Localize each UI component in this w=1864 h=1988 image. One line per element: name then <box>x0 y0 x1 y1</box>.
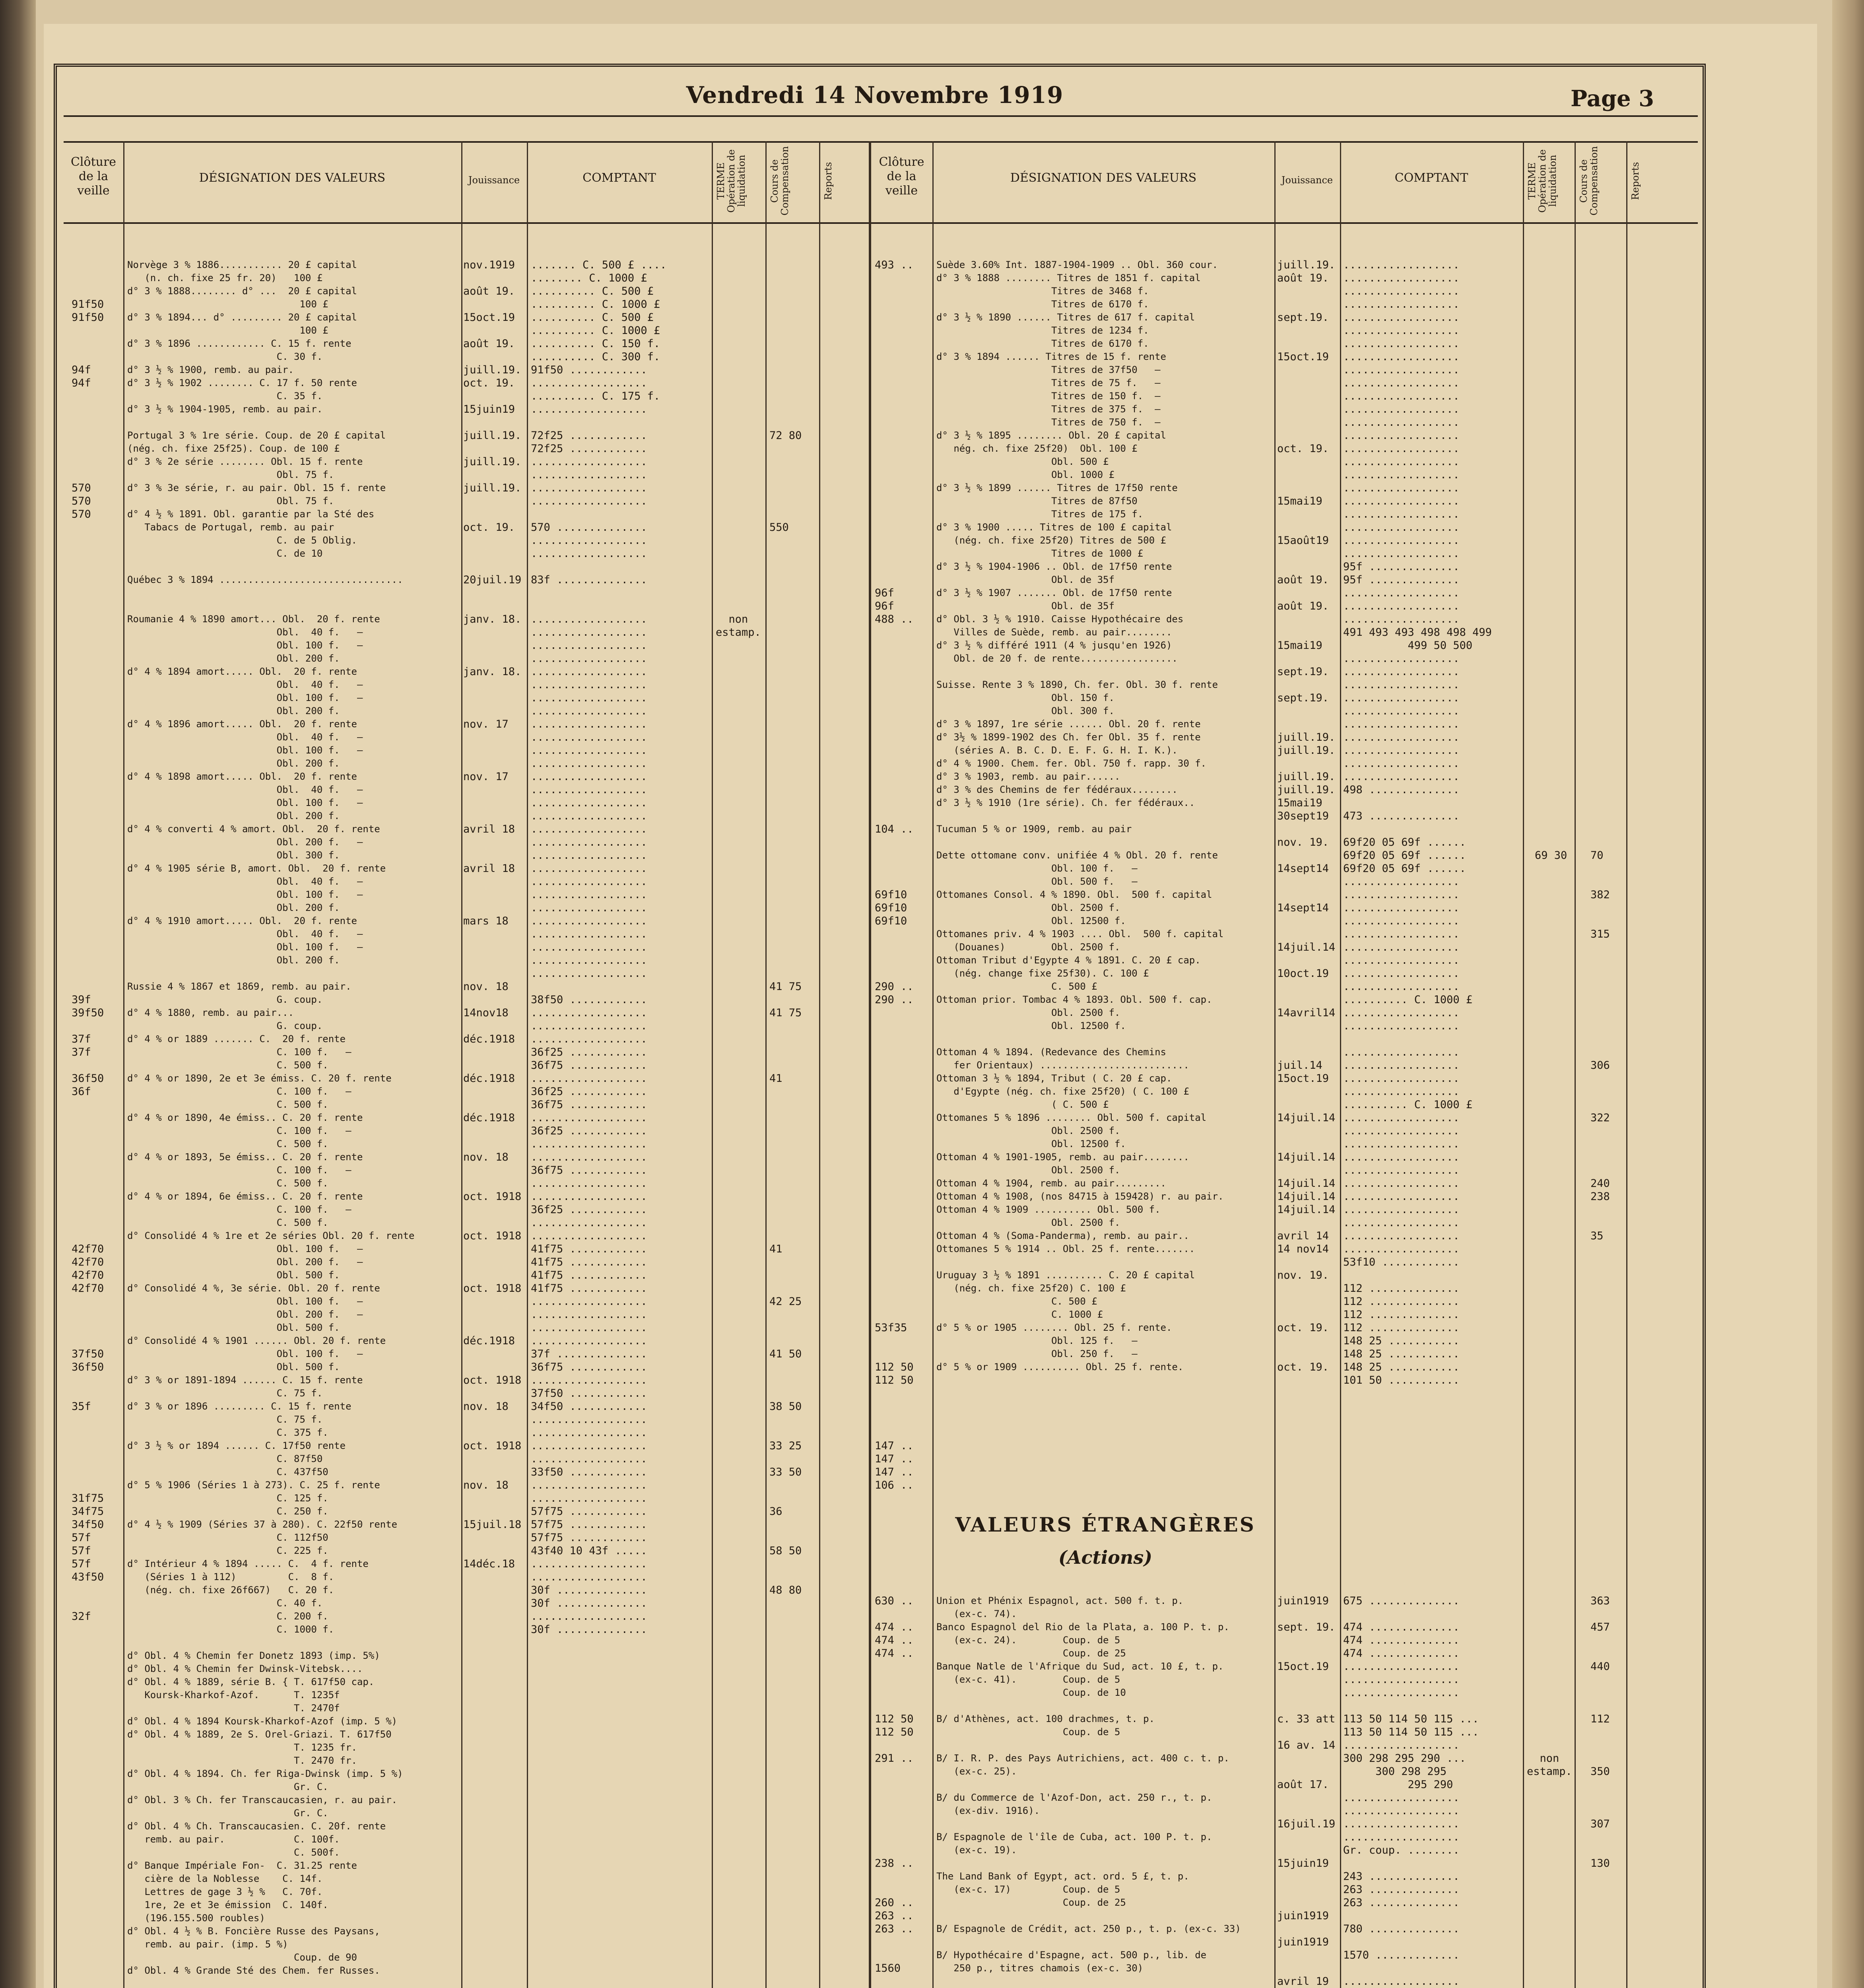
header-comptant-right: COMPTANT <box>1394 171 1468 185</box>
header-terme-left: TERME Opération de liquidation <box>715 149 747 213</box>
left-comptant-column: ....... C. 500 £ .... ........ C. 1000 £ .......... C. 500 £ .......... C. 1000 £ .......... C. 500 £ .......... C. 1000 £ .......... C. 150 f. .......... C. 300 f. 91f50 ............ .................. .......... C. 175 f. .................. 72f25 ............ 72f25 ............ .................. .................. .................. .................. 570 .............. .................. .................. 83f .............. .................. .................. .................. .................. .................. .................. .................. .................. .................. .................. .................. .................. .................. .................. .................. .................. .................. .................. .................. .................. .................. .................. .................. .................. .................. .................. .................. .................. 38f50 ............ .................. .................. .................. 36f25 ............ 36f75 ............ .................. 36f25 ............ 36f75 ............ .................. 36f25 ............ .................. .................. 36f75 ............ .................. .................. 36f25 ............ .................. .................. 41f75 ............ 41f75 ............ 41f75 ............ 41f75 ............ .................. .................. .................. .................. 37f .............. 36f75 ............ .................. 37f50 ............ 34f50 ............ .................. .................. .................. .................. 33f50 ............ .................. .................. 57f75 ............ 57f75 ............ 57f75 ............ 43f40 10 43f ..... .................. .................. 30f .............. 30f .............. .................. 30f .............. <box>531 259 667 1636</box>
actions-terme-column: non estamp. <box>1527 1752 1572 1778</box>
header-designation-left: DÉSIGNATION DES VALEURS <box>199 171 386 185</box>
column-divider <box>765 141 767 1988</box>
header-cloture-right: Clôture de la veille <box>879 155 924 198</box>
column-divider <box>461 141 462 1988</box>
column-divider <box>527 141 528 1988</box>
header-reports-left: Reports <box>823 162 834 200</box>
column-divider <box>123 141 124 1988</box>
section-subtitle: (Actions) <box>1058 1547 1152 1568</box>
actions-designation-column: Union et Phénix Espagnol, act. 500 f. t. p. (ex-c. 74). Banco Espagnol del Rio de la Plata, a. 100 P. t. p. (ex-c. 24). Coup. de 5 Coup. de 25 Banque Natle de l'Afrique du Sud, act. 10 £, t. p. (ex-c. 41). Coup. de 5 Coup. de 10 B/ d'Athènes, act. 100 drachmes, t. p. Coup. de 5 B/ I. R. P. des Pays Autrichiens, act. 400 c. t. p. (ex-c. 25). B/ du Commerce de l'Azof-Don, act. 250 r., t. p. (ex-div. 1916). B/ Espagnole de l'île de Cuba, act. 100 P. t. p. (ex-c. 19). The Land Bank of Egypt, act. ord. 5 £, t. p. (ex-c. 17) Coup. de 5 Coup. de 25 B/ Espagnole de Crédit, act. 250 p., t. p. (ex-c. 33) B/ Hypothécaire d'Espagne, act. 500 p., lib. de 250 p., titres chamois (ex-c. 30) <box>936 1595 1241 1974</box>
header-terme-right: TERME Opération de liquidation <box>1526 149 1558 213</box>
column-divider <box>1626 141 1627 1988</box>
right-terme-column: 69 30 <box>1535 849 1567 862</box>
column-divider <box>932 141 934 1988</box>
header-rule <box>64 115 1698 117</box>
section-title: VALEURS ÉTRANGÈRES <box>955 1513 1256 1536</box>
header-compensation-right: Cours de Compensation <box>1578 146 1600 216</box>
column-divider <box>869 141 871 1988</box>
header-comptant-left: COMPTANT <box>582 171 656 185</box>
actions-cloture-column: 630 .. 474 .. 474 .. 474 .. 112 50 112 50 291 .. 238 .. 260 .. 263 .. 263 .. 1560 <box>875 1595 914 1974</box>
book-binding <box>0 0 36 1988</box>
right-cloture-column: 493 .. 96f 96f 488 .. 104 .. 69f10 69f10 69f10 290 .. 290 .. 53f35 112 50 112 50 147 .. 147 .. 147 .. 106 .. <box>875 259 914 1491</box>
column-divider <box>819 141 820 1988</box>
actions-reports-column: 363 457 440 112 350 307 130 <box>1590 1595 1610 1870</box>
page-number: Page 3 <box>1571 85 1654 112</box>
right-comptant-column: .................. .................. .................. .................. .................. .................. .................. .................. .................. .................. .................. .................. .................. .................. .................. .................. .................. .................. .................. .................. .................. .................. .................. 95f .............. 95f .............. .................. .................. .................. 491 493 493 498 498 499 499 50 500 .................. .................. .................. .................. .................. .................. .................. .................. .................. .................. 498 .............. 473 .............. 69f20 05 69f ...... 69f20 05 69f ...... 69f20 05 69f ...... .................. .................. .................. .................. .................. .................. .................. .................. .................. .......... C. 1000 £ .................. .................. .................. .................. .................. .................. .......... C. 1000 £ .................. .................. .................. .................. .................. .................. .................. .................. .................. .................. .................. 53f10 ............ 112 .............. 112 .............. 112 .............. 112 .............. 148 25 ........... 148 25 ........... 148 25 ........... 101 50 ........... <box>1343 259 1492 1386</box>
left-compensation-column: 72 80 550 41 75 41 75 41 41 42 25 41 50 38 50 33 25 33 50 36 58 50 48 80 <box>769 429 802 1596</box>
header-reports-right: Reports <box>1630 162 1641 200</box>
page-title: Vendredi 14 Novembre 1919 <box>686 82 1064 109</box>
right-reports-column: 70 382 315 306 322 240 238 35 <box>1590 849 1610 1242</box>
left-designation-column: Norvège 3 % 1886........... 20 £ capital (n. ch. fixe 25 fr. 20) 100 £ d° 3 % 1888........ d° ... 20 £ capital 100 £ d° 3 % 1894... d° ......... 20 £ capital 100 £ d° 3 % 1896 ............ C. 15 f. rente C. 30 f. d° 3 ½ % 1900, remb. au pair. d° 3 ½ % 1902 ........ C. 17 f. 50 rente C. 35 f. d° 3 ½ % 1904-1905, remb. au pair. Portugal 3 % 1re série. Coup. de 20 £ capital (nég. ch. fixe 25f25). Coup. de 100 £ d° 3 % 2e série ........ Obl. 15 f. rente Obl. 75 f. d° 3 % 3e série, r. au pair. Obl. 15 f. rente Obl. 75 f. d° 4 ½ % 1891. Obl. garantie par la Sté des Tabacs de Portugal, remb. au pair C. de 5 Oblig. C. de 10 Québec 3 % 1894 ................................ Roumanie 4 % 1890 amort... Obl. 20 f. rente Obl. 40 f. — Obl. 100 f. — Obl. 200 f. d° 4 % 1894 amort..... Obl. 20 f. rente Obl. 40 f. — Obl. 100 f. — Obl. 200 f. d° 4 % 1896 amort..... Obl. 20 f. rente Obl. 40 f. — Obl. 100 f. — Obl. 200 f. d° 4 % 1898 amort..... Obl. 20 f. rente Obl. 40 f. — Obl. 100 f. — Obl. 200 f. d° 4 % converti 4 % amort. Obl. 20 f. rente Obl. 200 f. — Obl. 300 f. d° 4 % 1905 série B, amort. Obl. 20 f. rente Obl. 40 f. — Obl. 100 f. — Obl. 200 f. d° 4 % 1910 amort..... Obl. 20 f. rente Obl. 40 f. — Obl. 100 f. — Obl. 200 f. Russie 4 % 1867 et 1869, remb. au pair. G. coup. d° 4 % 1880, remb. au pair... G. coup. d° 4 % or 1889 ....... C. 20 f. rente C. 100 f. — C. 500 f. d° 4 % or 1890, 2e et 3e émiss. C. 20 f. rente C. 100 f. — C. 500 f. d° 4 % or 1890, 4e émiss.. C. 20 f. rente C. 100 f. — C. 500 f. d° 4 % or 1893, 5e émiss.. C. 20 f. rente C. 100 f. — C. 500 f. d° 4 % or 1894, 6e émiss.. C. 20 f. rente C. 100 f. — C. 500 f. d° Consolidé 4 % 1re et 2e séries Obl. 20 f. rente Obl. 100 f. — Obl. 200 f. — Obl. 500 f. d° Consolidé 4 %, 3e série. Obl. 20 f. rente Obl. 100 f. — Obl. 200 f. — Obl. 500 f. d° Consolidé 4 % 1901 ...... Obl. 20 f. rente Obl. 100 f. — Obl. 500 f. d° 3 % or 1891-1894 ...... C. 15 f. rente C. 75 f. d° 3 % or 1896 ......... C. 15 f. rente C. 75 f. C. 375 f. d° 3 ½ % or 1894 ...... C. 17f50 rente C. 87f50 C. 437f50 d° 5 % 1906 (Séries 1 à 273). C. 25 f. rente C. 125 f. C. 250 f. d° 4 ½ % 1909 (Séries 37 à 280). C. 22f50 rente C. 112f50 C. 225 f. d° Intérieur 4 % 1894 ..... C. 4 f. rente (Séries 1 à 112) C. 8 f. (nég. ch. fixe 26f667) C. 20 f. C. 40 f. C. 200 f. C. 1000 f. d° Obl. 4 % Chemin fer Donetz 1893 (imp. 5%) d° Obl. 4 % Chemin fer Dwinsk-Vitebsk.... d° Obl. 4 % 1889, série B. { T. 617f50 cap. Koursk-Kharkof-Azof. T. 1235f T. 2470f d° Obl. 4 % 1894 Koursk-Kharkof-Azof (imp. 5 %) d° Obl. 4 % 1889, 2e S. Orel-Griazi. T. 617f50 T. 1235 fr. T. 2470 fr. d° Obl. 4 % 1894. Ch. fer Riga-Dwinsk (imp. 5 %) Gr. C. d° Obl. 3 % Ch. fer Transcaucasien, r. au pair. Gr. C. d° Obl. 4 % Ch. Transcaucasien. C. 20f. rente remb. au pair. C. 100f. C. 500f. d° Banque Impériale Fon- C. 31.25 rente cière de la Noblesse C. 14f. Lettres de gage 3 ½ % C. 70f. 1re, 2e et 3e émission C. 140f. (196.155.500 roubles) d° Obl. 4 ½ % B. Foncière Russe des Paysans, remb. au pair. (imp. 5 %) Coup. de 90 d° Obl. 4 % Grande Sté des Chem. fer Russes. <box>127 259 415 1976</box>
column-divider <box>1340 141 1341 1988</box>
header-compensation-left: Cours de Compensation <box>769 146 790 216</box>
column-divider <box>1575 141 1576 1988</box>
column-divider <box>1274 141 1276 1988</box>
left-terme-column: non estamp. <box>716 613 761 639</box>
column-divider <box>712 141 713 1988</box>
right-designation-column: Suède 3.60% Int. 1887-1904-1909 .. Obl. 360 cour. d° 3 % 1888 ........ Titres de 1851 f. capital Titres de 3468 f. Titres de 6170 f. d° 3 ½ % 1890 ...... Titres de 617 f. capital Titres de 1234 f. Titres de 6170 f. d° 3 % 1894 ...... Titres de 15 f. rente Titres de 37f50 — Titres de 75 f. — Titres de 150 f. — Titres de 375 f. — Titres de 750 f. — d° 3 ½ % 1895 ........ Obl. 20 £ capital nég. ch. fixe 25f20) Obl. 100 £ Obl. 500 £ Obl. 1000 £ d° 3 ½ % 1899 ...... Titres de 17f50 rente Titres de 87f50 Titres de 175 f. d° 3 % 1900 ..... Titres de 100 £ capital (nég. ch. fixe 25f20) Titres de 500 £ Titres de 1000 £ d° 3 ½ % 1904-1906 .. Obl. de 17f50 rente Obl. de 35f d° 3 ½ % 1907 ....... Obl. de 17f50 rente Obl. de 35f d° Obl. 3 ½ % 1910. Caisse Hypothécaire des Villes de Suède, remb. au pair........ d° 3 ½ % différé 1911 (4 % jusqu'en 1926) Obl. de 20 f. de rente................. Suisse. Rente 3 % 1890, Ch. fer. Obl. 30 f. rente Obl. 150 f. Obl. 300 f. d° 3 % 1897, 1re série ...... Obl. 20 f. rente d° 3½ % 1899-1902 des Ch. fer Obl. 35 f. rente (séries A. B. C. D. E. F. G. H. I. K.). d° 4 % 1900. Chem. fer. Obl. 750 f. rapp. 30 f. d° 3 % 1903, remb. au pair...... d° 3 % des Chemins de fer fédéraux........ d° 3 ½ % 1910 (1re série). Ch. fer fédéraux.. Tucuman 5 % or 1909, remb. au pair Dette ottomane conv. unifiée 4 % Obl. 20 f. rente Obl. 100 f. — Obl. 500 f. — Ottomanes Consol. 4 % 1890. Obl. 500 f. capital Obl. 2500 f. Obl. 12500 f. Ottomanes priv. 4 % 1903 .... Obl. 500 f. capital (Douanes) Obl. 2500 f. Ottoman Tribut d'Egypte 4 % 1891. C. 20 £ cap. (nég. change fixe 25f30). C. 100 £ C. 500 £ Ottoman prior. Tombac 4 % 1893. Obl. 500 f. cap. Obl. 2500 f. Obl. 12500 f. Ottoman 4 % 1894. (Redevance des Chemins fer Orientaux) .......................... Ottoman 3 ½ % 1894, Tribut ( C. 20 £ cap. d'Egypte (nég. ch. fixe 25f20) ( C. 100 £ ( C. 500 £ Ottomanes 5 % 1896 ........ Obl. 500 f. capital Obl. 2500 f. Obl. 12500 f. Ottoman 4 % 1901-1905, remb. au pair........ Obl. 2500 f. Ottoman 4 % 1904, remb. au pair......... Ottoman 4 % 1908, (nos 84715 à 159428) r. au pair. Ottoman 4 % 1909 .......... Obl. 500 f. Obl. 2500 f. Ottoman 4 % (Soma-Panderma), remb. au pair.. Ottomanes 5 % 1914 .. Obl. 25 f. rente....... Uruguay 3 ½ % 1891 .......... C. 20 £ capital (nég. ch. fixe 25f20) C. 100 £ C. 500 £ C. 1000 £ d° 5 % or 1905 ........ Obl. 25 f. rente. Obl. 125 f. — Obl. 250 f. — d° 5 % or 1909 .......... Obl. 25 f. rente. <box>936 259 1224 1373</box>
header-jouissance-left: Jouissance <box>468 175 520 186</box>
left-jouissance-column: nov.1919 août 19. 15oct.19 août 19. juill.19. oct. 19. 15juin19 juill.19. juill.19. juill.19. oct. 19. 20juil.19 janv. 18. janv. 18. nov. 17 nov. 17 avril 18 avril 18 mars 18 nov. 18 14nov18 déc.1918 déc.1918 déc.1918 nov. 18 oct. 1918 oct. 1918 oct. 1918 déc.1918 oct. 1918 nov. 18 oct. 1918 nov. 18 15juil.18 14déc.18 <box>463 259 522 1570</box>
header-cloture-left: Clôture de la veille <box>70 155 116 198</box>
right-jouissance-column: juill.19. août 19. sept.19. 15oct.19 oct. 19. 15mai19 15août19 août 19. août 19. 15mai19 sept.19. sept.19. juill.19. juill.19. juill.19. juill.19. 15mai19 30sept19 nov. 19. 14sept14 14sept14 14juil.14 10oct.19 14avril14 juil.14 15oct.19 14juil.14 14juil.14 14juil.14 14juil.14 14juil.14 avril 14 14 nov14 nov. 19. oct. 19. oct. 19. <box>1277 259 1336 1373</box>
header-designation-right: DÉSIGNATION DES VALEURS <box>1010 171 1197 185</box>
header-jouissance-right: Jouissance <box>1281 175 1333 186</box>
actions-jouissance-column: juin1919 sept. 19. 15oct.19 c. 33 att 16 av. 14 août 17. 16juil.19 15juin19 juin1919 juin1919 avril 19 <box>1277 1595 1336 1988</box>
left-cloture-column: 91f50 91f50 94f 94f 570 570 570 39f 39f50 37f 37f 36f50 36f 42f70 42f70 42f70 42f70 37f50 36f50 35f 31f75 34f75 34f50 57f 57f 57f 43f50 32f <box>72 298 104 1623</box>
column-divider <box>1523 141 1524 1988</box>
page-edge <box>1832 0 1864 1988</box>
actions-comptant-column: 675 .............. 474 .............. 474 .............. 474 .............. .................. .................. .................. 113 50 114 50 115 ... 113 50 114 50 115 ... .................. 300 298 295 290 ... 300 298 295 295 290 .................. .................. .................. .................. Gr. coup. ........ 243 .............. 263 .............. 263 .............. 780 .............. 1570 ............. .................. <box>1343 1595 1479 1988</box>
